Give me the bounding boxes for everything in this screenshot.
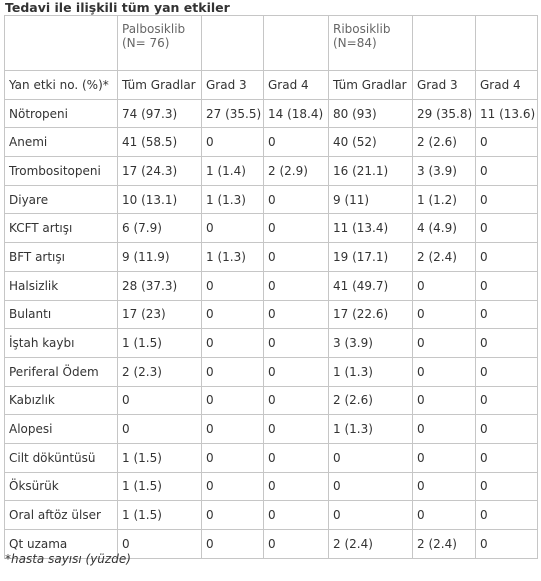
table-cell: 0 [476,214,538,243]
table-row [5,357,538,386]
table-cell: 0 [264,271,329,300]
table-cell: 1 (1.3) [202,243,264,272]
table-row [5,443,538,472]
table-cell: 2 (2.9) [264,157,329,186]
table-cell: 17 (22.6) [329,300,413,329]
row-label: Trombositopeni [5,157,118,186]
table-cell: 0 [264,243,329,272]
table-cell: 0 [476,530,538,559]
table-cell: 0 [202,386,264,415]
table-cell: 1 (1.5) [118,472,202,501]
table-cell: 11 (13.6) [476,99,538,128]
group-n: (N=84) [333,36,377,50]
table-cell: 80 (93) [329,99,413,128]
column-header: Grad 4 [476,71,538,100]
table-row [5,128,538,157]
table-cell: 1 (1.5) [118,443,202,472]
table-cell: 3 (3.9) [329,329,413,358]
group-name: Palbosiklib [122,22,186,36]
table-cell: 28 (37.3) [118,271,202,300]
table-cell: 0 [118,386,202,415]
table-cell: 0 [476,415,538,444]
group-name: Ribosiklib [333,22,391,36]
table-cell: 0 [264,329,329,358]
row-label: Periferal Ödem [5,357,118,386]
table-cell: 0 [202,214,264,243]
table-cell: 1 (1.3) [329,415,413,444]
row-label: Anemi [5,128,118,157]
table-cell: 0 [202,443,264,472]
table-row [5,386,538,415]
row-label: Bulantı [5,300,118,329]
table-cell: 0 [264,443,329,472]
table-cell: 10 (13.1) [118,185,202,214]
table-cell: 0 [413,472,476,501]
table-cell: 0 [118,530,202,559]
table-cell: 0 [476,271,538,300]
table-cell: 1 (1.4) [202,157,264,186]
table-row [5,472,538,501]
table-cell: 0 [329,472,413,501]
column-header: Tüm Gradlar [118,71,202,100]
table-cell: 0 [202,128,264,157]
table-cell: 41 (58.5) [118,128,202,157]
table-cell: 0 [476,157,538,186]
table-cell: 29 (35.8) [413,99,476,128]
table-cell: 3 (3.9) [413,157,476,186]
table-cell: 0 [476,300,538,329]
column-header: Tüm Gradlar [329,71,413,100]
table-row [5,185,538,214]
empty-header-cell [476,16,538,71]
table-cell: 0 [476,185,538,214]
table-cell: 27 (35.5) [202,99,264,128]
empty-header-cell [264,16,329,71]
row-label: Alopesi [5,415,118,444]
table-row [5,99,538,128]
table-cell: 0 [118,415,202,444]
table-row [5,415,538,444]
table-cell: 0 [264,501,329,530]
table-cell: 0 [476,243,538,272]
footnote: *hasta sayısı (yüzde) [5,552,131,566]
table-cell: 0 [476,357,538,386]
table-cell: 0 [413,329,476,358]
table-cell: 0 [264,530,329,559]
table-title: Tedavi ile ilişkili tüm yan etkiler [5,0,230,15]
table-cell: 9 (11.9) [118,243,202,272]
table-cell: 0 [202,501,264,530]
table-cell: 0 [202,271,264,300]
table-cell: 2 (2.4) [413,530,476,559]
table-cell: 19 (17.1) [329,243,413,272]
table-cell: 0 [264,386,329,415]
table-cell: 0 [413,357,476,386]
table-cell: 40 (52) [329,128,413,157]
table-cell: 0 [413,501,476,530]
group-header-row [5,16,538,71]
table-cell: 0 [264,357,329,386]
group-n: (N= 76) [122,36,170,50]
table-cell: 74 (97.3) [118,99,202,128]
row-label: Öksürük [5,472,118,501]
group-header-ribosiklib [329,16,413,71]
table-cell: 4 (4.9) [413,214,476,243]
table-cell: 11 (13.4) [329,214,413,243]
table-cell: 2 (2.4) [329,530,413,559]
table-cell: 2 (2.6) [329,386,413,415]
column-header: Grad 3 [413,71,476,100]
table-row [5,300,538,329]
table-cell: 0 [413,443,476,472]
table-cell: 0 [476,501,538,530]
table-cell: 0 [264,472,329,501]
table-cell: 0 [202,300,264,329]
table-cell: 0 [476,128,538,157]
table-cell: 0 [202,329,264,358]
table-cell: 1 (1.5) [118,329,202,358]
row-label: Qt uzama [5,530,118,559]
table-cell: 14 (18.4) [264,99,329,128]
empty-header-cell [202,16,264,71]
table-cell: 16 (21.1) [329,157,413,186]
table-cell: 0 [202,415,264,444]
table-cell: 1 (1.5) [118,501,202,530]
table-cell: 1 (1.2) [413,185,476,214]
table-cell: 0 [202,472,264,501]
table-cell: 0 [413,415,476,444]
adverse-events-table [4,15,538,559]
column-header-row [5,71,538,100]
table-cell: 0 [476,443,538,472]
table-row [5,243,538,272]
table-cell: 0 [413,386,476,415]
column-header: Grad 3 [202,71,264,100]
row-label: Halsizlik [5,271,118,300]
table-cell: 2 (2.3) [118,357,202,386]
table-cell: 17 (24.3) [118,157,202,186]
row-label: BFT artışı [5,243,118,272]
group-header-palbosiklib [118,16,202,71]
empty-header-cell [413,16,476,71]
row-label: Cilt döküntüsü [5,443,118,472]
table-cell: 0 [476,329,538,358]
table-row [5,501,538,530]
table-row [5,214,538,243]
row-label: Diyare [5,185,118,214]
table-cell: 0 [476,386,538,415]
row-label: Oral aftöz ülser [5,501,118,530]
table-cell: 0 [476,472,538,501]
empty-header-cell [5,16,118,71]
table-cell: 41 (49.7) [329,271,413,300]
table-row [5,157,538,186]
table-cell: 0 [413,300,476,329]
column-header: Yan etki no. (%)* [5,71,118,100]
table-cell: 6 (7.9) [118,214,202,243]
table-cell: 9 (11) [329,185,413,214]
row-label: Kabızlık [5,386,118,415]
table-cell: 1 (1.3) [329,357,413,386]
column-header: Grad 4 [264,71,329,100]
table-cell: 0 [329,443,413,472]
table-cell: 2 (2.4) [413,243,476,272]
table-cell: 0 [264,300,329,329]
row-label: İştah kaybı [5,329,118,358]
table-cell: 1 (1.3) [202,185,264,214]
row-label: Nötropeni [5,99,118,128]
table-cell: 0 [264,185,329,214]
table-cell: 0 [264,415,329,444]
table-row [5,329,538,358]
table-cell: 0 [329,501,413,530]
table-cell: 0 [202,530,264,559]
table-cell: 0 [202,357,264,386]
table-cell: 0 [413,271,476,300]
row-label: KCFT artışı [5,214,118,243]
table-row [5,271,538,300]
table-cell: 2 (2.6) [413,128,476,157]
table-cell: 0 [264,128,329,157]
table-cell: 0 [264,214,329,243]
table-cell: 17 (23) [118,300,202,329]
